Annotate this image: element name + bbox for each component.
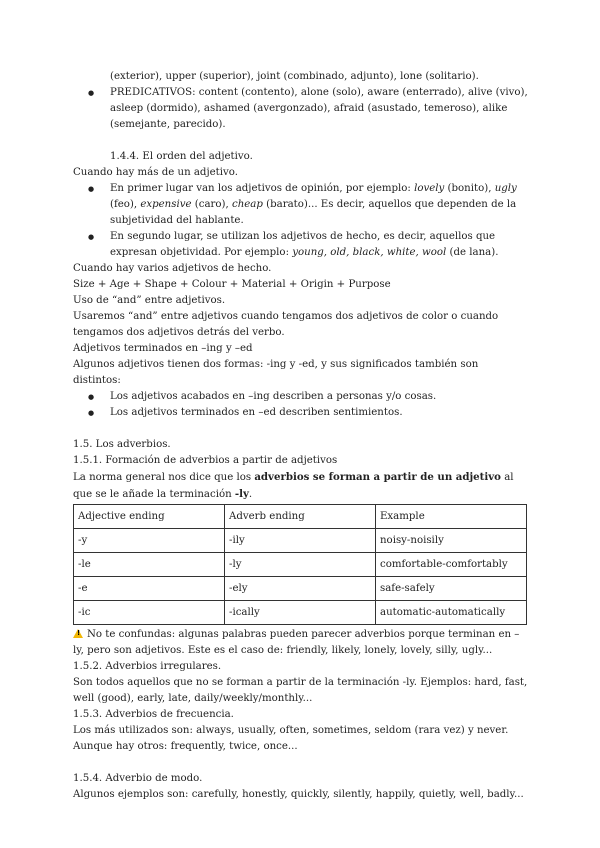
ing-ed-list xyxy=(73,389,529,421)
varios-text: Cuando hay varios adjetivos de hecho. xyxy=(73,263,272,274)
cuando-mas-text: Cuando hay más de un adjetivo. xyxy=(73,167,238,178)
intro-line: (exterior), upper (superior), joint (combinado, adjunto), lone (solitario). xyxy=(110,71,479,82)
frecuencia-text: Los más utilizados son: always, usually, often, sometimes, seldom (rara vez) y never. Aunque hay otros: frequently, twice, once... xyxy=(73,725,509,752)
table-cell: -ely xyxy=(225,577,376,601)
terminados-heading: Adjetivos terminados en –ing y –ed xyxy=(73,343,253,354)
table-cell: comfortable-comfortably xyxy=(376,553,527,577)
table-header-cell: Example xyxy=(376,505,527,529)
warning-icon xyxy=(73,629,83,638)
table-row xyxy=(74,529,527,553)
table-row xyxy=(74,553,527,577)
table-cell: -ically xyxy=(225,601,376,625)
norma-text: La norma general nos dice que los adverbios se forman a partir de un adjetivo al que se le añade la terminación -ly. xyxy=(73,471,514,500)
ed-item: ● Los adjetivos terminados en –ed describen sentimientos. xyxy=(73,405,529,421)
table-cell: -ly xyxy=(225,553,376,577)
modo-text: Algunos ejemplos son: carefully, honestly, quickly, silently, happily, quietly, well, badly... xyxy=(73,789,524,800)
table-cell: automatic-automatically xyxy=(376,601,527,625)
predicativos-item: ● PREDICATIVOS: content (contento), alone (solo), aware (enterrado), alive (vivo), asleep (dormido), ashamed (avergonzado), afraid (asustado, temeroso), alike (semejante, parecido). xyxy=(73,85,529,133)
warning-note: !No te confundas: algunas palabras pueden parecer adverbios porque terminan en –ly, pero son adjetivos. Este es el caso de: friendly, likely, lonely, lovely, silly, ugly... xyxy=(73,627,529,659)
subsection-heading-frecuencia: 1.5.3. Adverbios de frecuencia. xyxy=(73,709,234,720)
irregulares-text: Son todos aquellos que no se forman a partir de la terminación -ly. Ejemplos: hard, fast, well (good), early, late, daily/weekly/monthly... xyxy=(73,677,528,704)
orden-item-opinion: ● En primer lugar van los adjetivos de opinión, por ejemplo: lovely (bonito), ugly (feo), expensive (caro), cheap (barato)... Es decir, aquellos que dependen de la subjetividad del hablante. xyxy=(73,181,529,229)
usaremos-text: Usaremos “and” entre adjetivos cuando tengamos dos adjetivos de color o cuando tengamos dos adjetivos detrás del verbo. xyxy=(73,311,499,338)
order-formula: Size + Age + Shape + Colour + Material + Origin + Purpose xyxy=(73,279,391,290)
table-cell: -y xyxy=(74,529,225,553)
table-cell: -ic xyxy=(74,601,225,625)
predicativos-list xyxy=(73,85,529,133)
table-cell: -e xyxy=(74,577,225,601)
orden-item-hecho: ● En segundo lugar, se utilizan los adjetivos de hecho, es decir, aquellos que expresan objetividad. Por ejemplo: young, old, black, white, wool (de lana). xyxy=(73,229,529,261)
table-row xyxy=(74,601,527,625)
table-cell: -le xyxy=(74,553,225,577)
table-row xyxy=(74,577,527,601)
uso-and-heading: Uso de “and” entre adjetivos. xyxy=(73,295,226,306)
subsection-heading-modo: 1.5.4. Adverbio de modo. xyxy=(73,773,203,784)
orden-list xyxy=(73,181,529,261)
table-cell: noisy-noisily xyxy=(376,529,527,553)
section-heading-adverbios: 1.5. Los adverbios. xyxy=(73,439,171,450)
adverb-table xyxy=(73,504,527,625)
section-heading-orden: 1.4.4. El orden del adjetivo. xyxy=(110,151,253,162)
subsection-heading-irregulares: 1.5.2. Adverbios irregulares. xyxy=(73,661,222,672)
table-cell: safe-safely xyxy=(376,577,527,601)
table-cell: -ily xyxy=(225,529,376,553)
subsection-heading-formacion: 1.5.1. Formación de adverbios a partir de adjetivos xyxy=(73,455,338,466)
ing-item: ● Los adjetivos acabados en –ing describen a personas y/o cosas. xyxy=(73,389,529,405)
table-header-cell: Adjective ending xyxy=(74,505,225,529)
table-header-row xyxy=(74,505,527,529)
dos-formas-text: Algunos adjetivos tienen dos formas: -ing y -ed, y sus significados también son distintos: xyxy=(73,359,479,386)
document-page xyxy=(73,69,529,803)
table-header-cell: Adverb ending xyxy=(225,505,376,529)
